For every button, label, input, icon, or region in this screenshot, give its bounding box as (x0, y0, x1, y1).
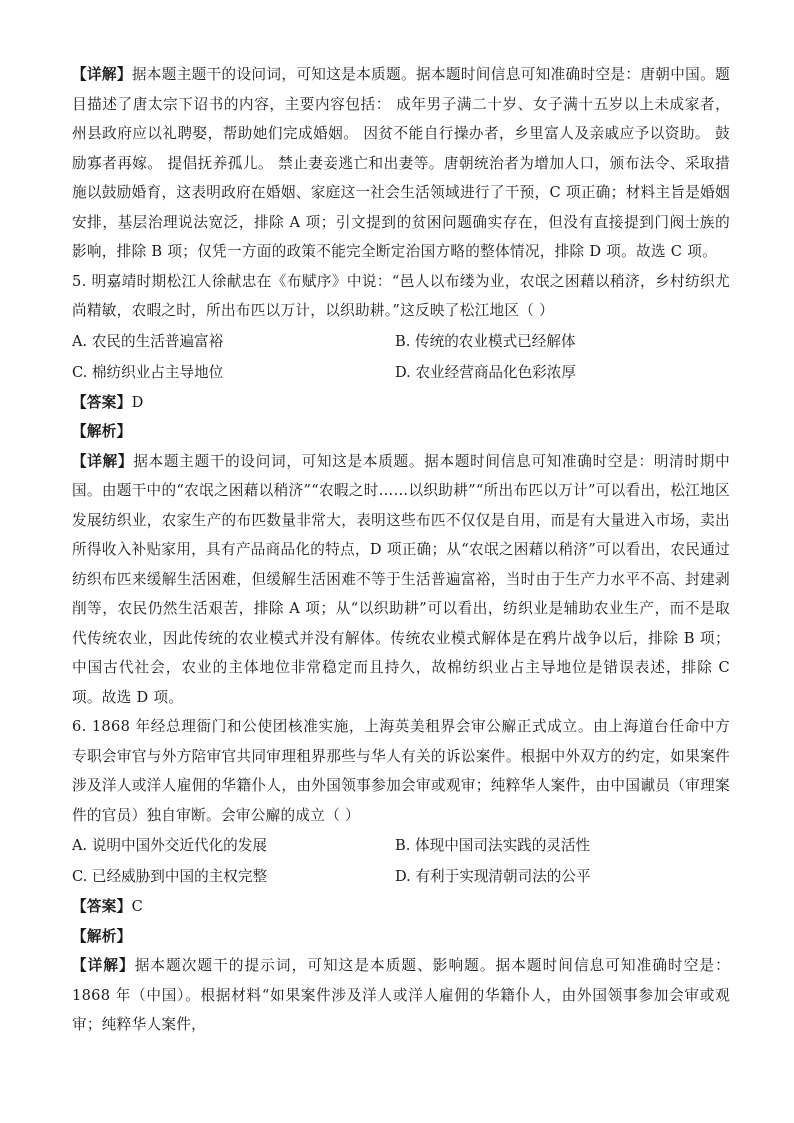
detail-text: 据本题主题干的设问词，可知这是本质题。据本题时间信息可知准确时空是：唐朝中国。题目描述了唐太宗下诏书的内容，主要内容包括： 成年男子满二十岁、女子满十五岁以上未成家者，州县政府应以礼聘娶，帮助她们完成婚姻。 因贫不能自行操办者，乡里富人及亲戚应予以资助。 鼓励寡者再嫁。 提倡抚养孤儿。 禁止妻妾逃亡和出妻等。唐朝统治者为增加人口，颁布法令、采取措施以鼓励婚育，这表明政府在婚姻、家庭这一社会生活领域进行了干预，C 项正确；材料主旨是婚姻安排，基层治理说法宽泛，排除 A 项；引文提到的贫困问题确实存在，但没有直接提到门阀士族的影响，排除 B 项；仅凭一方面的政策不能完全断定治国方略的整体情况，排除 D 项。故选 C 项。 (72, 66, 730, 260)
q6-option-b: B. 体现中国司法实践的灵活性 (395, 837, 591, 854)
detail-tag: 【详解】 (72, 452, 134, 470)
document-page (72, 60, 730, 1040)
q5-option-c: C. 棉纺织业占主导地位 (72, 363, 224, 381)
answer-value: D (131, 393, 144, 411)
answer-tag: 【答案】 (72, 393, 132, 411)
q5-option-d: D. 农业经营商品化色彩浓厚 (395, 363, 576, 381)
q5-answer (72, 388, 730, 418)
q5-option-a: A. 农民的生活普遍富裕 (72, 332, 224, 350)
q6-option-c: C. 已经威胁到中国的主权完整 (72, 868, 268, 885)
q5-detail (72, 447, 730, 713)
detail-tag: 【详解】 (72, 957, 135, 974)
q5-stem: 5. 明嘉靖时期松江人徐献忠在《布赋序》中说：“邑人以布缕为业，农氓之困藉以稍济，乡村纺织尤尚精敏，农暇之时，所出布匹以万计，以织助耕。”这反映了松江地区（ ） (72, 272, 730, 319)
answer-tag: 【答案】 (72, 898, 132, 915)
q6-detail (72, 951, 730, 1040)
q6-stem: 6. 1868 年经总理衙门和公使团核准实施，上海英美租界会审公廨正式成立。由上海道台任命中方专职会审官与外方陪审官共同审理租界那些与华人有关的诉讼案件。根据中外双方的约定，如果案件涉及洋人或洋人雇佣的华籍仆人，由外国领事参加会审或观审；纯粹华人案件，由中国谳员（审理案件的官员）独自审断。会审公廨的成立（ ） (72, 718, 730, 824)
analysis-tag: 【解析】 (72, 423, 132, 440)
answer-value: C (131, 898, 144, 915)
q6-option-a: A. 说明中国外交近代化的发展 (72, 837, 267, 854)
q6-answer (72, 892, 730, 922)
q6-options (72, 830, 730, 892)
analysis-tag: 【解析】 (72, 927, 132, 945)
detail-text: 据本题次题干的提示词，可知这是本质题、影响题。据本题时间信息可知准确时空是：1868 年（中国）。根据材料“如果案件涉及洋人或洋人雇佣的华籍仆人，由外国领事参加会审或观审；纯粹华人案件， (72, 957, 731, 1033)
q5-option-b: B. 传统的农业模式已经解体 (395, 332, 576, 350)
detail-tag: 【详解】 (72, 66, 132, 83)
q4-detail (72, 60, 730, 267)
q5-options (72, 326, 730, 388)
detail-text: 据本题主题干的设问词，可知这是本质题。据本题时间信息可知准确时空是：明清时期中国。由题干中的“农氓之困藉以稍济”“农暇之时……以织助耕”“所出布匹以万计”可以看出，松江地区发展纺织业，农家生产的布匹数量非常大，表明这些布匹不仅仅是自用，而是有大量进入市场，卖出所得收入补贴家用，具有产品商品化的特点，D 项正确；从“农氓之困藉以稍济”可以看出，农民通过纺织布匹来缓解生活困难，但缓解生活困难不等于生活普遍富裕，当时由于生产力水平不高、封建剥削等，农民仍然生活艰苦，排除 A 项；从“以织助耕”可以看出，纺织业是辅助农业生产，而不是取代传统农业，因此传统的农业模式并没有解体。传统农业模式解体是在鸦片战争以后，排除 B 项；中国古代社会，农业的主体地位非常稳定而且持久，故棉纺织业占主导地位是错误表述，排除 C 项。故选 D 项。 (72, 452, 731, 706)
q6-analysis-heading (72, 922, 730, 952)
q6-option-d: D. 有利于实现清朝司法的公平 (395, 868, 591, 885)
q5-analysis-heading (72, 417, 730, 447)
